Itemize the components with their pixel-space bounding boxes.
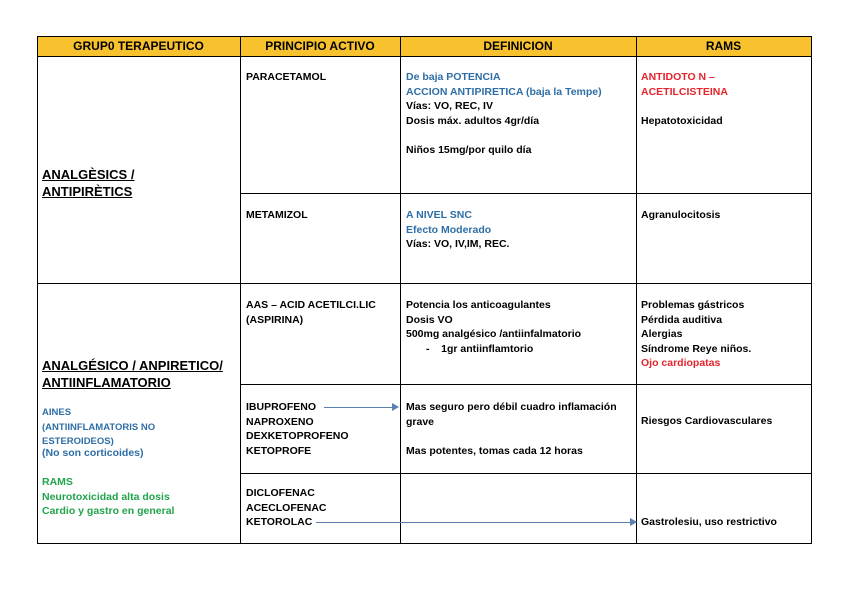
principio-line: AAS – ACID ACETILCI.LIC	[246, 299, 376, 311]
group-rams-note	[42, 475, 174, 519]
principio-line: DICLOFENAC	[246, 487, 315, 499]
row-divider	[240, 193, 812, 194]
group2-title-line: ANALGÉSICO / ANPIRETICO/	[42, 358, 223, 373]
principio-line: ACECLOFENAC	[246, 501, 327, 514]
rams-line: Alergias	[641, 328, 683, 340]
rams-paracetamol	[641, 70, 728, 128]
rams-line: Ojo cardiopatas	[641, 357, 721, 369]
rams-line: ANTIDOTO N –	[641, 71, 715, 83]
def-line: Niños 15mg/por quilo día	[406, 143, 532, 156]
principio-line: DEXKETOPROFENO	[246, 430, 349, 442]
arrow-head-icon	[392, 403, 399, 411]
def-line: Mas potentes, tomas cada 12 horas	[406, 444, 583, 457]
def-line: 500mg analgésico /antiinfalmatorio	[406, 328, 582, 340]
table-border-left	[37, 36, 38, 544]
table-border-top	[37, 36, 812, 37]
principio-aas	[246, 298, 376, 327]
def-line: Vías: VO, IV,IM, REC.	[406, 238, 510, 250]
table-border-bottom	[37, 543, 812, 544]
column-divider	[400, 36, 401, 544]
def-line: De baja POTENCIA	[406, 71, 501, 83]
principio-ibuprofeno	[246, 400, 349, 458]
header-definicion: DEFINICION	[483, 39, 553, 53]
group-rams-line: Cardio y gastro en general	[42, 505, 175, 517]
group-rams-line: RAMS	[42, 476, 73, 488]
rams-metamizol: Agranulocitosis	[641, 209, 721, 221]
def-line	[406, 429, 617, 444]
def-bullet-line: - 1gr antiinflamtorio	[426, 342, 534, 355]
def-line: Efecto Moderado	[406, 223, 492, 236]
definicion-ibuprofeno	[406, 400, 617, 458]
group-rams-line: Neurotoxicidad alta dosis	[42, 490, 170, 503]
column-divider	[636, 36, 637, 544]
rams-aas	[641, 298, 751, 371]
def-line: grave	[406, 415, 435, 428]
arrow-connector	[316, 522, 630, 523]
column-divider	[240, 36, 241, 544]
aines-line: ESTEROIDEOS)	[42, 436, 114, 447]
aines-line: (ANTIINFLAMATORIS NO	[42, 421, 156, 433]
group-divider	[37, 283, 812, 284]
rams-line: Síndrome Reye niños.	[641, 342, 752, 355]
rams-line: ACETILCISTEINA	[641, 85, 728, 98]
header-divider	[37, 56, 812, 57]
arrow-head-icon	[630, 518, 637, 526]
principio-metamizol: METAMIZOL	[246, 209, 308, 221]
def-line: Dosis máx. adultos 4gr/día	[406, 114, 540, 127]
aines-note	[42, 406, 155, 450]
group1-title	[42, 166, 134, 200]
def-line	[406, 128, 602, 143]
group2-title	[42, 357, 223, 391]
row-divider	[240, 473, 812, 474]
def-line: ACCION ANTIPIRETICA (baja la Tempe)	[406, 85, 602, 98]
group1-title-line: ANALGÈSICS /	[42, 167, 135, 182]
row-divider	[240, 384, 812, 385]
no-corticoides-note: (No son corticoides)	[42, 447, 144, 459]
header-principio: PRINCIPIO ACTIVO	[265, 39, 375, 53]
def-line: Vías: VO, REC, IV	[406, 100, 493, 112]
principio-line: KETOROLAC	[246, 516, 313, 528]
principio-line: (ASPIRINA)	[246, 313, 304, 326]
group2-title-line: ANTIINFLAMATORIO	[42, 375, 171, 390]
header-grupo: GRUP0 TERAPEUTICO	[73, 39, 204, 53]
rams-line: Pérdida auditiva	[641, 313, 723, 326]
def-line: Potencia los anticoagulantes	[406, 299, 551, 311]
def-line: A NIVEL SNC	[406, 209, 472, 221]
arrow-connector	[324, 407, 392, 408]
group1-title-line: ANTIPIRÈTICS	[42, 184, 133, 199]
header-rams: RAMS	[705, 39, 742, 53]
table-border-right	[811, 36, 812, 544]
definicion-aas	[406, 298, 581, 356]
rams-line: Problemas gástricos	[641, 299, 745, 311]
def-line: Mas seguro pero débil cuadro inflamación	[406, 401, 617, 413]
def-line: Dosis VO	[406, 313, 453, 326]
rams-ibuprofeno: Riesgos Cardiovasculares	[641, 415, 773, 427]
definicion-metamizol	[406, 208, 509, 252]
rams-diclofenac: Gastrolesiu, uso restrictivo	[641, 516, 777, 528]
rams-line: Hepatotoxicidad	[641, 114, 723, 127]
principio-line: KETOPROFE	[246, 444, 312, 457]
principio-line: IBUPROFENO	[246, 401, 317, 413]
aines-line: AINES	[42, 407, 72, 418]
principio-paracetamol: PARACETAMOL	[246, 71, 327, 83]
principio-diclofenac	[246, 486, 327, 530]
definicion-paracetamol	[406, 70, 602, 157]
principio-line: NAPROXENO	[246, 415, 314, 428]
